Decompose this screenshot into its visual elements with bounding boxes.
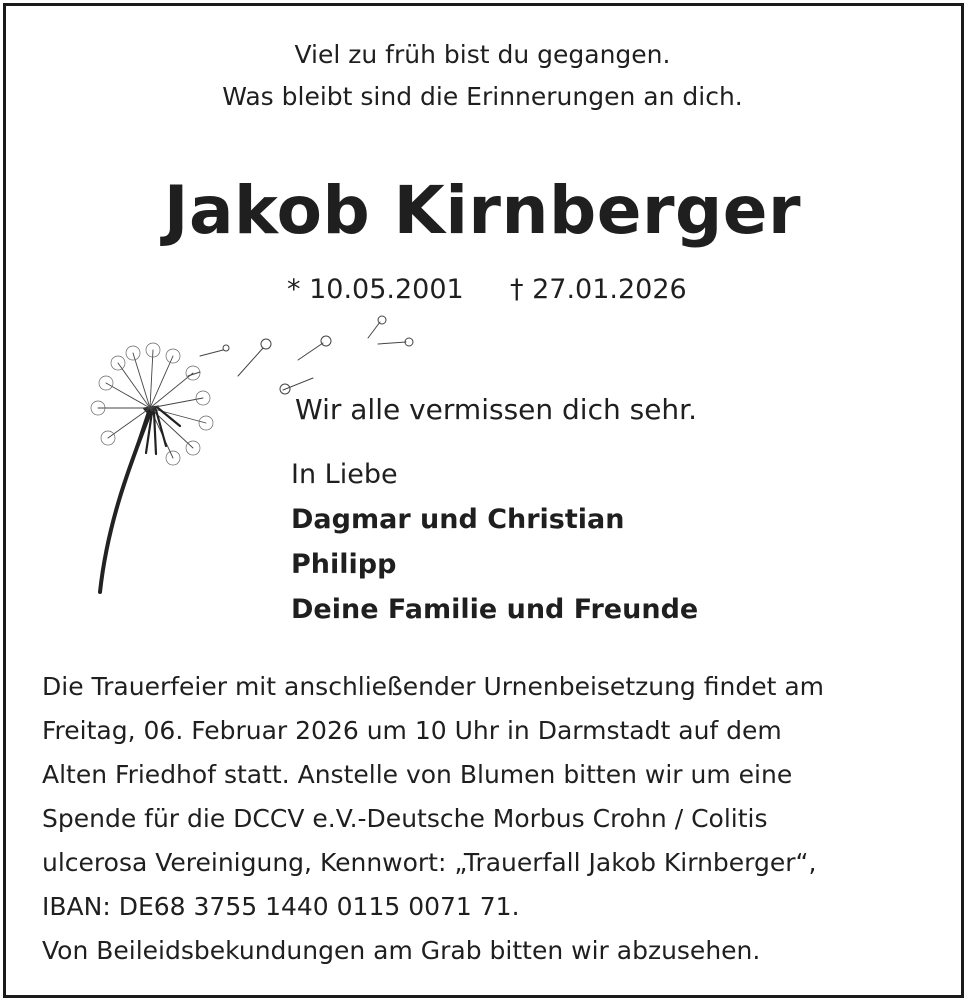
deceased-name: Jakob Kirnberger xyxy=(163,172,802,249)
notice-line: Die Trauerfeier mit anschließender Urnenbeisetzung findet am xyxy=(42,672,825,701)
notice-line: Freitag, 06. Februar 2026 um 10 Uhr in Darmstadt auf dem xyxy=(42,716,782,745)
death-date: † 27.01.2026 xyxy=(510,274,687,305)
signature-name: Philipp xyxy=(291,549,397,580)
signature-name: Dagmar und Christian xyxy=(291,504,625,535)
signature-name: Deine Familie und Freunde xyxy=(291,594,699,625)
signature-greeting: In Liebe xyxy=(291,459,398,490)
notice-line: Von Beileidsbekundungen am Grab bitten wir abzusehen. xyxy=(42,936,761,965)
notice-line: Spende für die DCCV e.V.-Deutsche Morbus Crohn / Colitis xyxy=(42,804,768,833)
birth-date: * 10.05.2001 xyxy=(287,274,464,305)
motto-line-1: Viel zu früh bist du gegangen. xyxy=(294,40,671,69)
notice-line: Alten Friedhof statt. Anstelle von Blumen bitten wir um eine xyxy=(42,760,793,789)
notice-line: ulcerosa Vereinigung, Kennwort: „Trauerfall Jakob Kirnberger“, xyxy=(42,848,817,877)
message: Wir alle vermissen dich sehr. xyxy=(295,393,698,426)
notice-line: IBAN: DE68 3755 1440 0115 0071 71. xyxy=(42,892,520,921)
motto-line-2: Was bleibt sind die Erinnerungen an dich. xyxy=(222,82,743,111)
